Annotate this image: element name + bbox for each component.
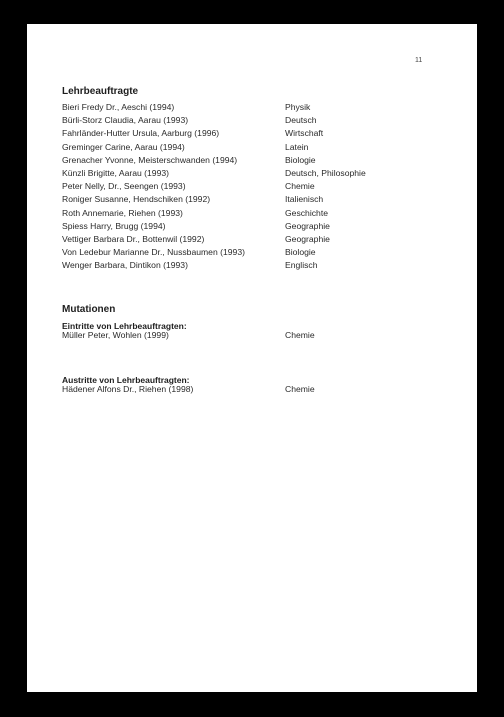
lehrbeauftragte-name: Von Ledebur Marianne Dr., Nussbaumen (1993) — [62, 247, 245, 258]
lehrbeauftragte-row — [62, 220, 462, 233]
eintritte-row — [62, 329, 462, 342]
lehrbeauftragte-row — [62, 154, 462, 167]
lehrbeauftragte-row — [62, 127, 462, 140]
document-page — [27, 24, 477, 692]
lehrbeauftragte-name: Roniger Susanne, Hendschiken (1992) — [62, 194, 211, 205]
subheading-austritte: Austritte von Lehrbeauftragten: — [62, 375, 190, 385]
eintritte-subject: Chemie — [285, 330, 315, 340]
lehrbeauftragte-row — [62, 193, 462, 206]
lehrbeauftragte-subject: Geschichte — [285, 207, 328, 218]
austritte-name: Hädener Alfons Dr., Riehen (1998) — [62, 384, 194, 394]
lehrbeauftragte-row — [62, 233, 462, 246]
lehrbeauftragte-name: Roth Annemarie, Riehen (1993) — [62, 207, 183, 218]
page-number: 11 — [415, 57, 423, 64]
eintritte-name: Müller Peter, Wohlen (1999) — [62, 330, 169, 340]
lehrbeauftragte-subject: Geographie — [285, 220, 330, 231]
lehrbeauftragte-row — [62, 167, 462, 180]
lehrbeauftragte-name: Fahrländer-Hutter Ursula, Aarburg (1996) — [62, 128, 220, 139]
lehrbeauftragte-name: Vettiger Barbara Dr., Bottenwil (1992) — [62, 234, 205, 244]
section-heading-mutationen: Mutationen — [62, 304, 116, 315]
lehrbeauftragte-subject: Latein — [285, 141, 309, 152]
lehrbeauftragte-name: Peter Nelly, Dr., Seengen (1993) — [62, 181, 186, 192]
lehrbeauftragte-name: Wenger Barbara, Dintikon (1993) — [62, 260, 188, 271]
lehrbeauftragte-name: Künzli Brigitte, Aarau (1993) — [62, 168, 170, 178]
lehrbeauftragte-name: Bieri Fredy Dr., Aeschi (1994) — [62, 102, 175, 112]
lehrbeauftragte-name: Spiess Harry, Brugg (1994) — [62, 220, 166, 231]
lehrbeauftragte-row — [62, 114, 462, 127]
lehrbeauftragte-subject: Italienisch — [285, 194, 324, 205]
section-heading-lehrbeauftragte: Lehrbeauftragte — [62, 86, 139, 97]
austritte-subject: Chemie — [285, 384, 315, 394]
subheading-eintritte: Eintritte von Lehrbeauftragten: — [62, 321, 187, 331]
austritte-row — [62, 383, 462, 396]
lehrbeauftragte-subject: Geographie — [285, 234, 330, 244]
lehrbeauftragte-subject: Deutsch — [285, 115, 317, 126]
lehrbeauftragte-row — [62, 141, 462, 154]
lehrbeauftragte-row — [62, 259, 462, 272]
lehrbeauftragte-row — [62, 101, 462, 114]
lehrbeauftragte-subject: Biologie — [285, 247, 316, 258]
lehrbeauftragte-subject: Physik — [285, 102, 311, 112]
lehrbeauftragte-subject: Biologie — [285, 154, 316, 165]
lehrbeauftragte-subject: Chemie — [285, 181, 315, 192]
lehrbeauftragte-name: Grenacher Yvonne, Meisterschwanden (1994) — [62, 154, 238, 165]
lehrbeauftragte-subject: Deutsch, Philosophie — [285, 168, 366, 178]
lehrbeauftragte-row — [62, 180, 462, 193]
lehrbeauftragte-row — [62, 207, 462, 220]
lehrbeauftragte-row — [62, 246, 462, 259]
lehrbeauftragte-name: Greminger Carine, Aarau (1994) — [62, 141, 185, 152]
lehrbeauftragte-subject: Wirtschaft — [285, 128, 324, 139]
lehrbeauftragte-subject: Englisch — [285, 260, 318, 271]
lehrbeauftragte-name: Bürli-Storz Claudia, Aarau (1993) — [62, 115, 189, 126]
